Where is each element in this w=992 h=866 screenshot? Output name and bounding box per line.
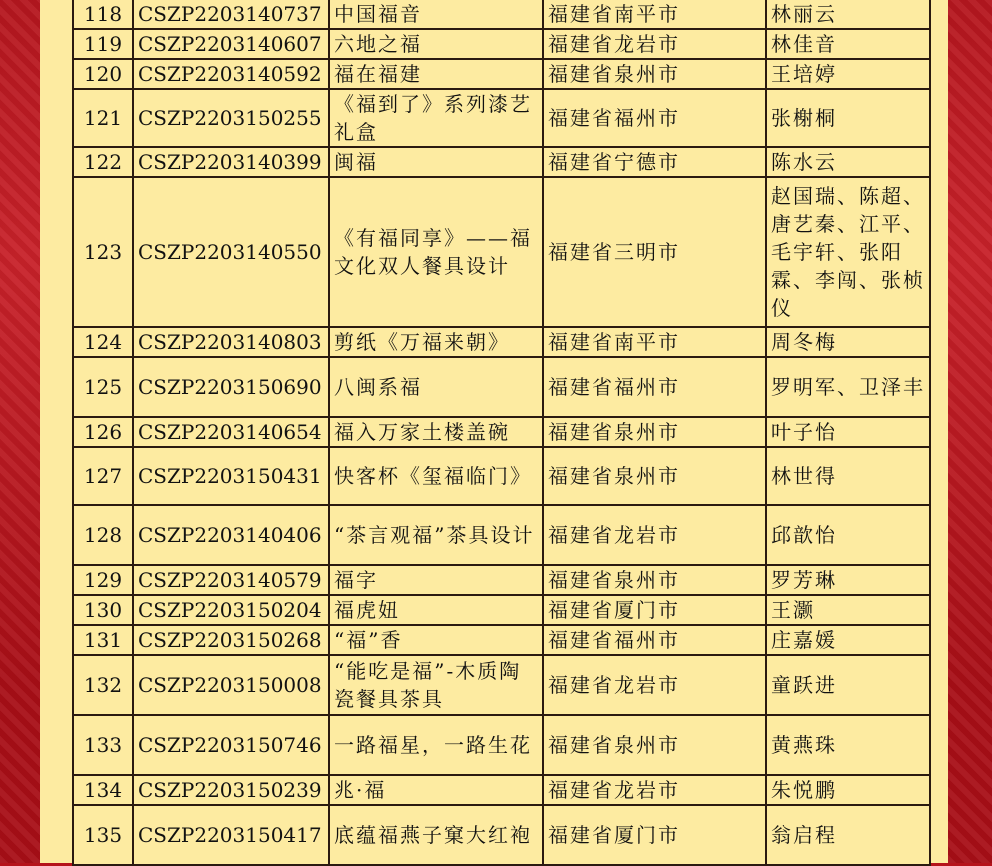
table-row [73, 805, 930, 865]
row-number: 129 [73, 565, 133, 595]
region: 福建省泉州市 [543, 417, 766, 447]
entry-code: CSZP2203140399 [133, 147, 329, 177]
work-title: 六地之福 [329, 29, 543, 59]
row-number: 121 [73, 89, 133, 147]
region: 福建省福州市 [543, 625, 766, 655]
entry-code: CSZP2203140406 [133, 505, 329, 565]
work-title: 福字 [329, 565, 543, 595]
author: 叶子怡 [766, 417, 930, 447]
region: 福建省龙岩市 [543, 505, 766, 565]
row-number: 127 [73, 447, 133, 505]
work-title: 快客杯《玺福临门》 [329, 447, 543, 505]
author: 庄嘉媛 [766, 625, 930, 655]
work-title: 闽福 [329, 147, 543, 177]
work-title: 福在福建 [329, 59, 543, 89]
row-number: 131 [73, 625, 133, 655]
entry-code: CSZP2203140607 [133, 29, 329, 59]
entry-code: CSZP2203140654 [133, 417, 329, 447]
author: 周冬梅 [766, 327, 930, 357]
row-number: 118 [73, 0, 133, 29]
region: 福建省福州市 [543, 89, 766, 147]
work-title: 底蕴福燕子窠大红袍 [329, 805, 543, 865]
entry-code: CSZP2203150431 [133, 447, 329, 505]
entry-code: CSZP2203140737 [133, 0, 329, 29]
table-row [73, 595, 930, 625]
author: 王灏 [766, 595, 930, 625]
row-number: 119 [73, 29, 133, 59]
table-row [73, 327, 930, 357]
row-number: 135 [73, 805, 133, 865]
author: 罗明军、卫泽丰 [766, 357, 930, 417]
region: 福建省三明市 [543, 177, 766, 327]
author: 陈水云 [766, 147, 930, 177]
table-row [73, 177, 930, 327]
author: 邱歆怡 [766, 505, 930, 565]
entry-code: CSZP2203140579 [133, 565, 329, 595]
row-number: 122 [73, 147, 133, 177]
entry-code: CSZP2203140803 [133, 327, 329, 357]
entry-code: CSZP2203150417 [133, 805, 329, 865]
work-title: 兆·福 [329, 775, 543, 805]
row-number: 132 [73, 655, 133, 715]
author: 童跃进 [766, 655, 930, 715]
entry-code: CSZP2203150268 [133, 625, 329, 655]
row-number: 124 [73, 327, 133, 357]
table-row [73, 417, 930, 447]
region: 福建省泉州市 [543, 715, 766, 775]
entry-code: CSZP2203150204 [133, 595, 329, 625]
table-row [73, 447, 930, 505]
work-title: “福”香 [329, 625, 543, 655]
entry-code: CSZP2203140550 [133, 177, 329, 327]
table-row [73, 89, 930, 147]
table-row [73, 655, 930, 715]
work-title: 剪纸《万福来朝》 [329, 327, 543, 357]
region: 福建省厦门市 [543, 805, 766, 865]
entry-code: CSZP2203150690 [133, 357, 329, 417]
author: 张榭桐 [766, 89, 930, 147]
table-row [73, 715, 930, 775]
row-number: 134 [73, 775, 133, 805]
table-row [73, 0, 930, 29]
region: 福建省龙岩市 [543, 29, 766, 59]
region: 福建省宁德市 [543, 147, 766, 177]
region: 福建省龙岩市 [543, 655, 766, 715]
table-row [73, 625, 930, 655]
work-title: “能吃是福”-木质陶瓷餐具茶具 [329, 655, 543, 715]
award-list-table [72, 0, 931, 866]
table-row [73, 505, 930, 565]
row-number: 120 [73, 59, 133, 89]
region: 福建省龙岩市 [543, 775, 766, 805]
work-title: 福入万家土楼盖碗 [329, 417, 543, 447]
region: 福建省福州市 [543, 357, 766, 417]
work-title: 《福到了》系列漆艺礼盒 [329, 89, 543, 147]
row-number: 130 [73, 595, 133, 625]
region: 福建省泉州市 [543, 565, 766, 595]
author: 罗芳琳 [766, 565, 930, 595]
work-title: “茶言观福”茶具设计 [329, 505, 543, 565]
decorative-border-left [0, 0, 40, 863]
table-row [73, 565, 930, 595]
region: 福建省泉州市 [543, 59, 766, 89]
work-title: 一路福星，一路生花 [329, 715, 543, 775]
author: 黄燕珠 [766, 715, 930, 775]
region: 福建省厦门市 [543, 595, 766, 625]
row-number: 133 [73, 715, 133, 775]
row-number: 125 [73, 357, 133, 417]
entry-code: CSZP2203150255 [133, 89, 329, 147]
author: 朱悦鹏 [766, 775, 930, 805]
work-title: 福虎妞 [329, 595, 543, 625]
row-number: 126 [73, 417, 133, 447]
work-title: 中国福音 [329, 0, 543, 29]
table-row [73, 775, 930, 805]
row-number: 128 [73, 505, 133, 565]
author: 林世得 [766, 447, 930, 505]
author: 王培婷 [766, 59, 930, 89]
table-row [73, 29, 930, 59]
author: 林佳音 [766, 29, 930, 59]
work-title: 《有福同享》——福文化双人餐具设计 [329, 177, 543, 327]
author: 赵国瑞、陈超、唐艺秦、江平、毛宇轩、张阳霖、李闯、张桢仪 [766, 177, 930, 327]
decorative-border-right [948, 0, 992, 863]
entry-code: CSZP2203150008 [133, 655, 329, 715]
entry-code: CSZP2203150239 [133, 775, 329, 805]
region: 福建省南平市 [543, 327, 766, 357]
author: 翁启程 [766, 805, 930, 865]
row-number: 123 [73, 177, 133, 327]
entry-code: CSZP2203140592 [133, 59, 329, 89]
table-row [73, 59, 930, 89]
entry-code: CSZP2203150746 [133, 715, 329, 775]
table-row [73, 357, 930, 417]
work-title: 八闽系福 [329, 357, 543, 417]
region: 福建省南平市 [543, 0, 766, 29]
table-row [73, 147, 930, 177]
author: 林丽云 [766, 0, 930, 29]
region: 福建省泉州市 [543, 447, 766, 505]
